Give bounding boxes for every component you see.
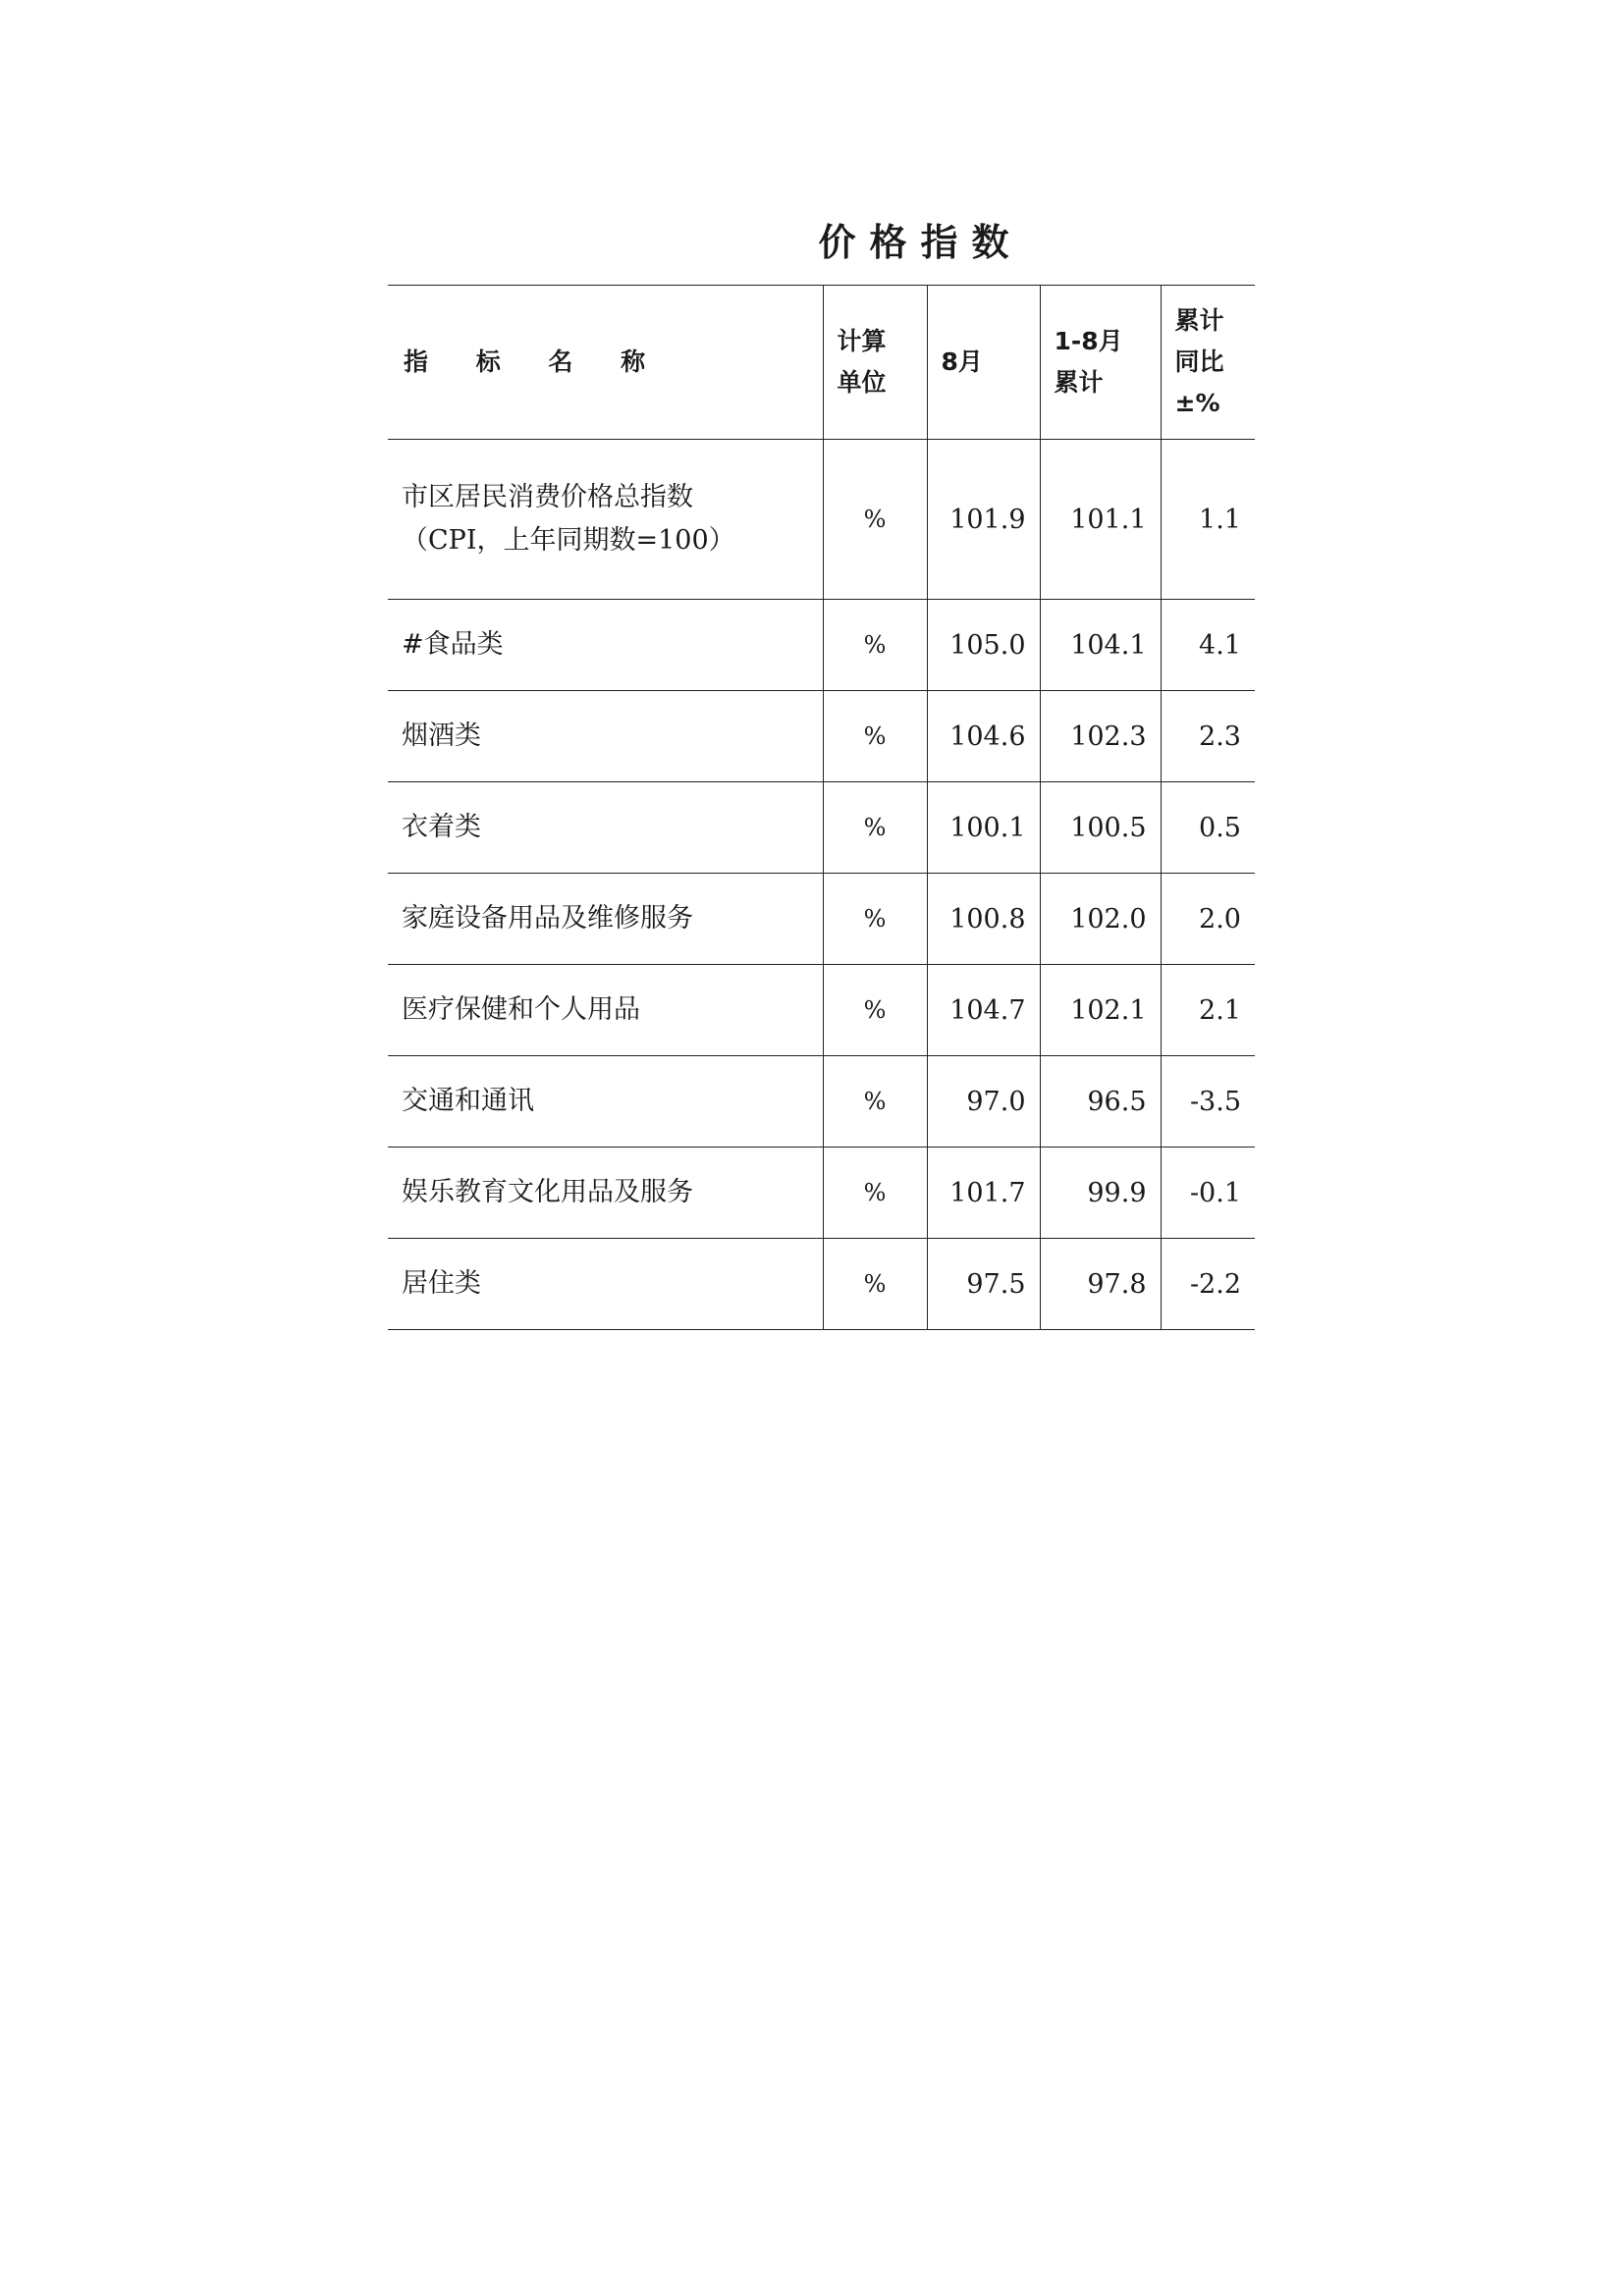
indicator-name: 衣着类	[388, 782, 823, 874]
yoy-value: -2.2	[1161, 1239, 1255, 1330]
table-header-row	[388, 286, 1255, 440]
yoy-value: 1.1	[1161, 440, 1255, 600]
cumulative-value: 99.9	[1040, 1148, 1161, 1239]
yoy-value: 4.1	[1161, 600, 1255, 691]
indicator-name-line: （CPI，上年同期数=100）	[402, 525, 735, 556]
unit-cell: %	[823, 782, 927, 874]
yoy-value: 0.5	[1161, 782, 1255, 874]
cumulative-value: 101.1	[1040, 440, 1161, 600]
table-row	[388, 1239, 1255, 1330]
yoy-value: 2.1	[1161, 965, 1255, 1056]
yoy-value: -3.5	[1161, 1056, 1255, 1148]
indicator-name: 交通和通讯	[388, 1056, 823, 1148]
month-value: 105.0	[927, 600, 1040, 691]
table-row	[388, 1148, 1255, 1239]
table-row	[388, 691, 1255, 782]
indicator-name: 居住类	[388, 1239, 823, 1330]
table-row	[388, 600, 1255, 691]
month-value: 100.8	[927, 874, 1040, 965]
unit-cell: %	[823, 1148, 927, 1239]
header-cumulative	[1040, 286, 1161, 440]
header-unit-line: 单位	[837, 368, 887, 397]
page-title: 价格指数	[818, 221, 1023, 264]
month-value: 100.1	[927, 782, 1040, 874]
table-row	[388, 440, 1255, 600]
table-row	[388, 874, 1255, 965]
cumulative-value: 104.1	[1040, 600, 1161, 691]
unit-cell: %	[823, 874, 927, 965]
cumulative-value: 97.8	[1040, 1239, 1161, 1330]
unit-cell: %	[823, 1239, 927, 1330]
header-cumulative-line: 累计	[1054, 368, 1104, 397]
header-yoy-line: 累计	[1174, 306, 1224, 335]
header-unit-line: 计算	[837, 327, 887, 355]
unit-cell: %	[823, 600, 927, 691]
indicator-name: 家庭设备用品及维修服务	[388, 874, 823, 965]
yoy-value: 2.3	[1161, 691, 1255, 782]
month-value: 101.7	[927, 1148, 1040, 1239]
cumulative-value: 102.3	[1040, 691, 1161, 782]
indicator-name	[388, 440, 823, 600]
cumulative-value: 96.5	[1040, 1056, 1161, 1148]
header-yoy-line: 同比	[1174, 347, 1224, 376]
header-month: 8月	[927, 286, 1040, 440]
month-value: 101.9	[927, 440, 1040, 600]
header-unit	[823, 286, 927, 440]
unit-cell: %	[823, 1056, 927, 1148]
month-value: 104.6	[927, 691, 1040, 782]
unit-cell: %	[823, 965, 927, 1056]
yoy-value: 2.0	[1161, 874, 1255, 965]
cumulative-value: 102.1	[1040, 965, 1161, 1056]
cumulative-value: 100.5	[1040, 782, 1161, 874]
header-yoy-line: ±%	[1174, 389, 1220, 417]
unit-cell: %	[823, 440, 927, 600]
indicator-name: 医疗保健和个人用品	[388, 965, 823, 1056]
table-row	[388, 1056, 1255, 1148]
price-index-table	[388, 285, 1255, 1330]
unit-cell: %	[823, 691, 927, 782]
month-value: 97.5	[927, 1239, 1040, 1330]
indicator-name-line: 市区居民消费价格总指数	[402, 482, 693, 512]
indicator-name: 烟酒类	[388, 691, 823, 782]
month-value: 97.0	[927, 1056, 1040, 1148]
month-value: 104.7	[927, 965, 1040, 1056]
header-cumulative-line: 1-8月	[1054, 327, 1123, 355]
yoy-value: -0.1	[1161, 1148, 1255, 1239]
table-row	[388, 782, 1255, 874]
indicator-name: 娱乐教育文化用品及服务	[388, 1148, 823, 1239]
header-yoy	[1161, 286, 1255, 440]
table-row	[388, 965, 1255, 1056]
cumulative-value: 102.0	[1040, 874, 1161, 965]
indicator-name: #食品类	[388, 600, 823, 691]
header-indicator-name: 指 标 名 称	[388, 286, 823, 440]
